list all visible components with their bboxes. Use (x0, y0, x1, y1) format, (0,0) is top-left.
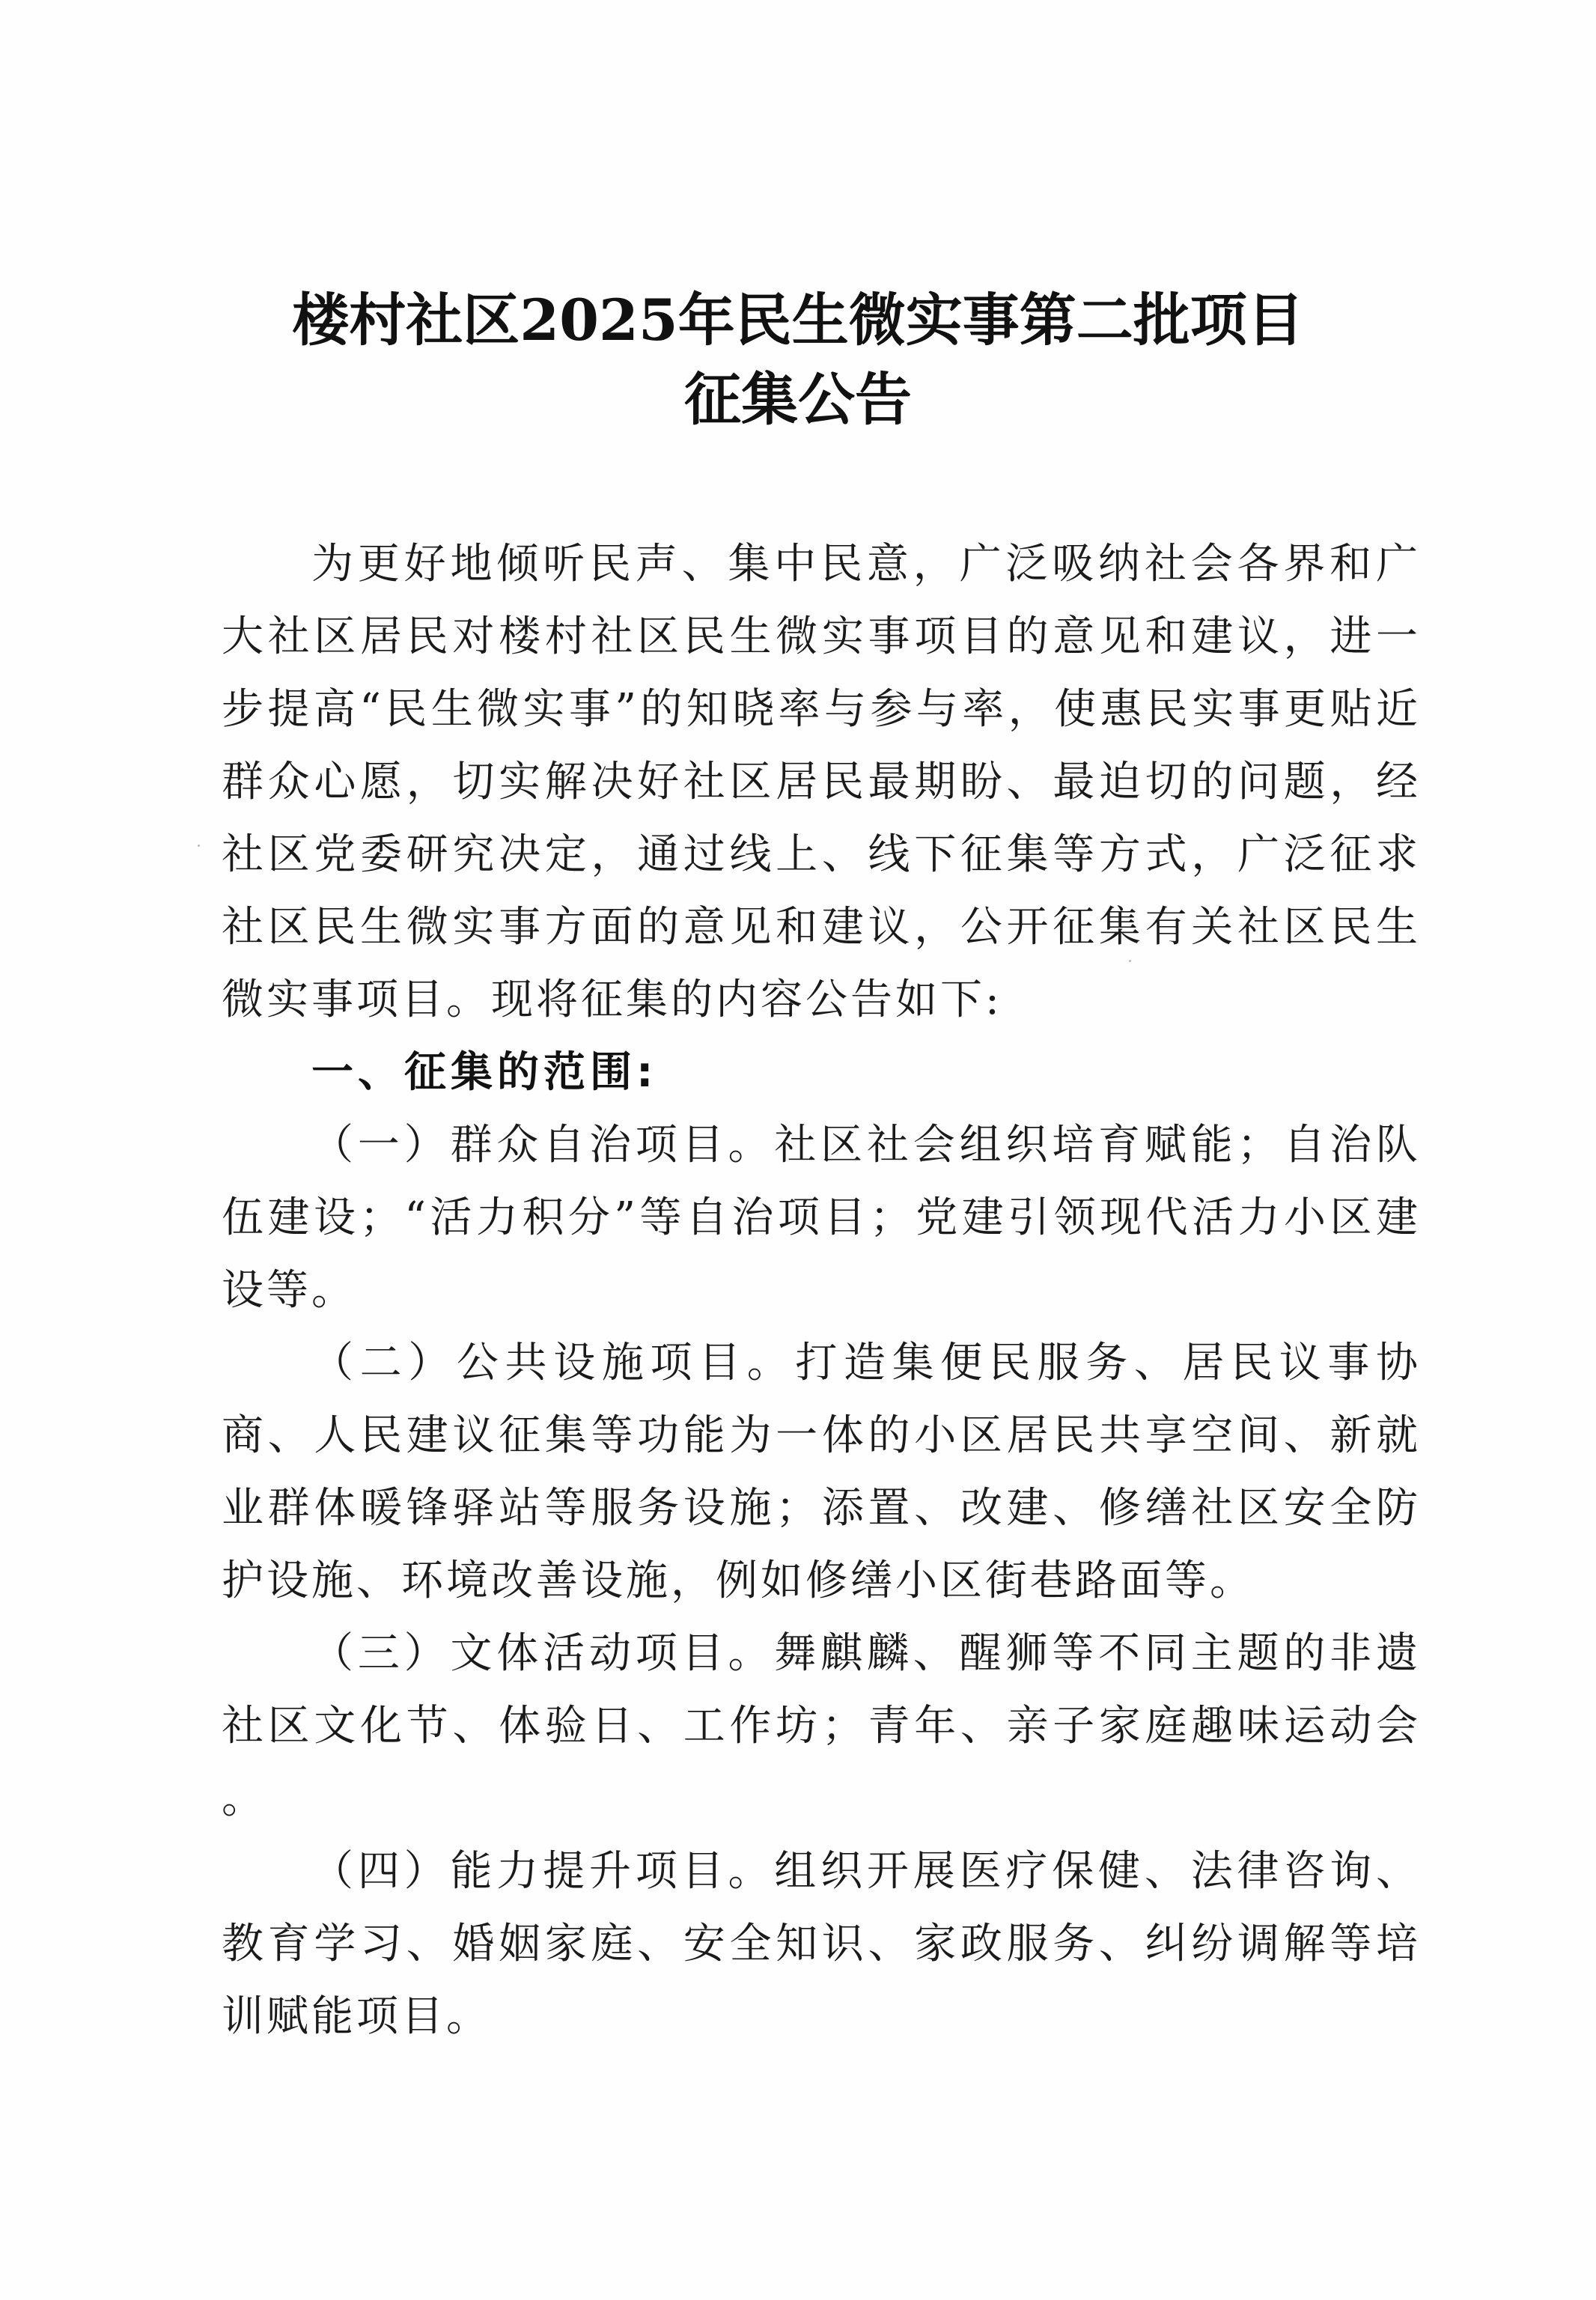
document-title-line-2: 征集公告 (684, 366, 912, 433)
scope-item-2-label: （二） (311, 1339, 457, 1387)
document-body (222, 528, 1421, 2053)
scope-item-2-text: 公共设施项目。打造集便民服务、居民议事协商、人民建议征集等功能为一体的小区居民共享空间、新就业群体暖锋驿站等服务设施；添置、改建、修缮社区安全防护设施、环境改善设施，例如修缮小区街巷路面等。 (222, 1339, 1422, 1605)
intro-paragraph: 为更好地倾听民声、集中民意，广泛吸纳社会各界和广大社区居民对楼村社区民生微实事项目的意见和建议，进一步提高“民生微实事”的知晓率与参与率，使惠民实事更贴近群众心愿，切实解决好社区居民最期盼、最迫切的问题，经社区党委研究决定，通过线上、线下征集等方式，广泛征求社区民生微实事方面的意见和建议，公开征集有关社区民生微实事项目。现将征集的内容公告如下: (222, 540, 1421, 1024)
scope-item-1-text: 群众自治项目。社区社会组织培育赋能；自治队伍建设；“活力积分”等自治项目；党建引领现代活力小区建设等。 (222, 1121, 1422, 1315)
scope-item-3-text: 文体活动项目。舞麒麟、醒狮等不同主题的非遗社区文化节、体验日、工作坊；青年、亲子家庭趣味运动会 。 (222, 1629, 1422, 1823)
section-heading-scope: 一、征集的范围: (311, 1048, 658, 1097)
scope-item-4-label: （四） (311, 1847, 451, 1896)
scope-item-1-label: （一） (311, 1121, 451, 1169)
scope-item-1 (222, 1109, 1421, 1327)
document-title-line-1: 楼村社区2025年民生微实事第二批项目 (292, 287, 1304, 353)
scope-item-2 (222, 1327, 1421, 1617)
scope-item-4 (222, 1835, 1421, 2053)
scope-item-3-label: （三） (311, 1629, 451, 1678)
scope-item-4-text: 能力提升项目。组织开展医疗保健、法律咨询、教育学习、婚姻家庭、安全知识、家政服务、纠纷调解等培训赋能项目。 (222, 1847, 1422, 2041)
scope-item-3 (222, 1617, 1421, 1835)
scan-speck (198, 845, 200, 847)
scan-speck (1129, 960, 1131, 962)
